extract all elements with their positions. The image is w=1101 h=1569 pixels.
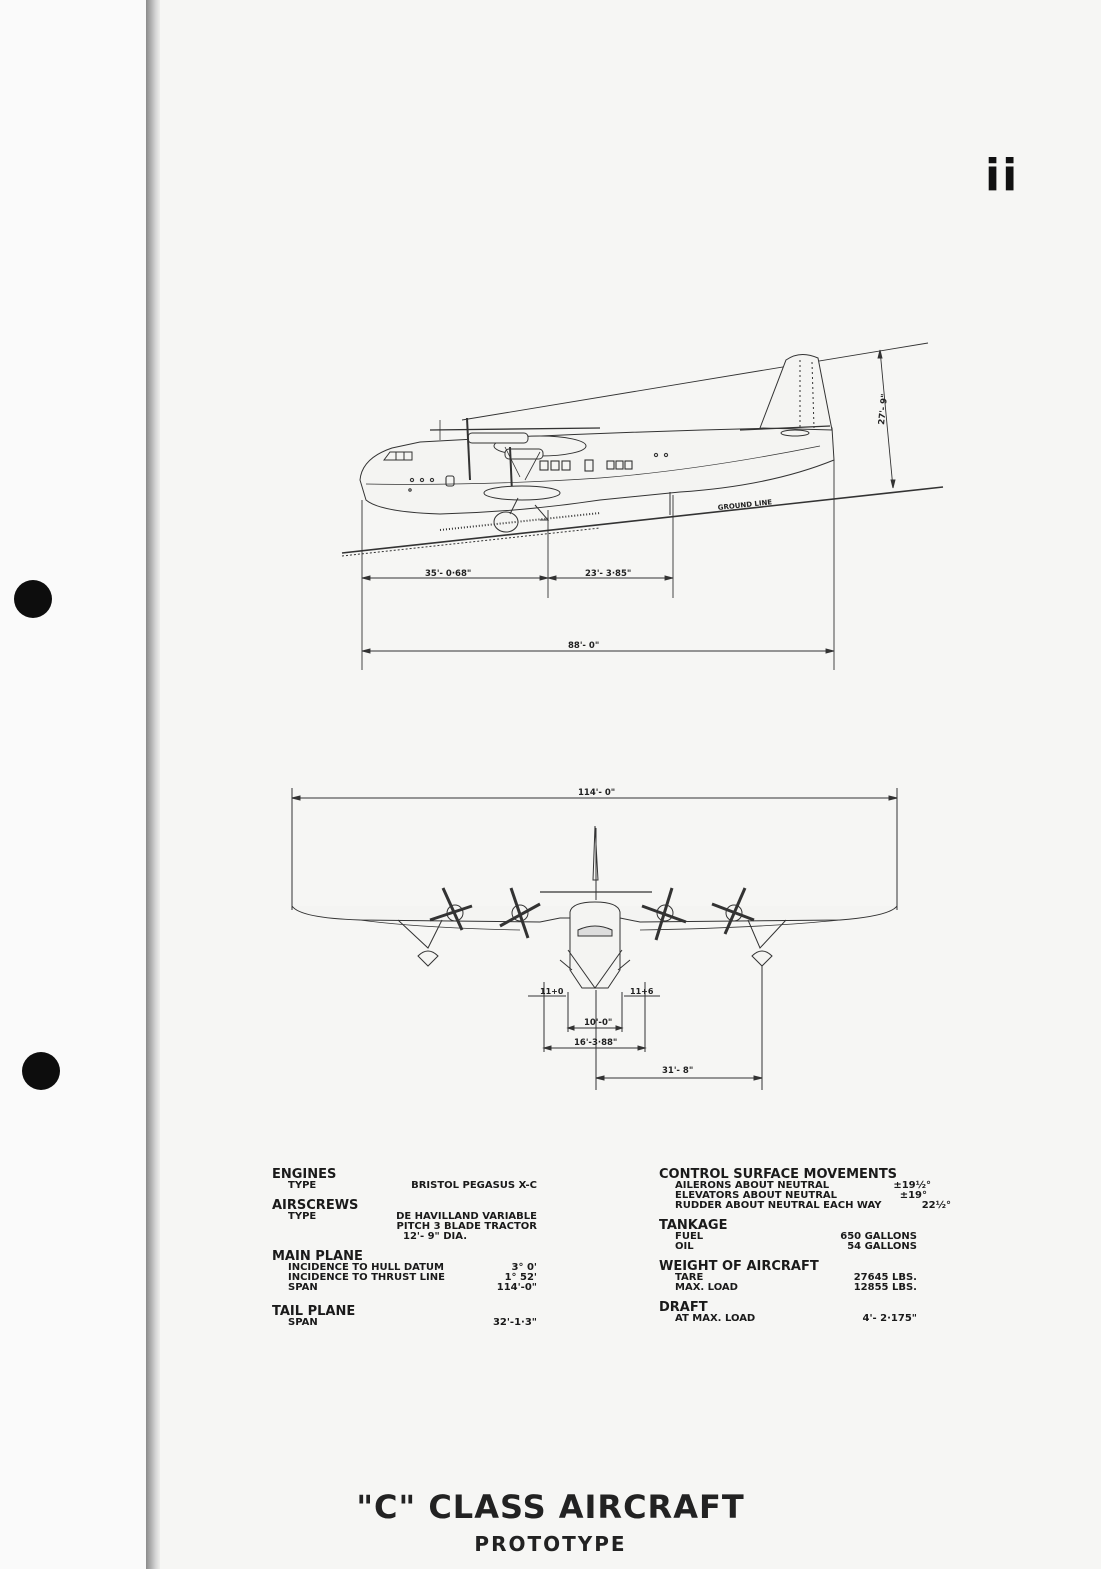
control-row: RUDDER ABOUT NEUTRAL EACH WAY 22½° — [675, 1200, 951, 1211]
main-plane-row: SPAN 114'-0" — [288, 1282, 537, 1293]
height-dimension: 27'- 9" — [877, 393, 891, 426]
airscrew-type-row: TYPE DE HAVILLAND VARIABLE — [288, 1211, 537, 1222]
weight-row: MAX. LOAD 12855 LBS. — [675, 1282, 917, 1293]
dimension-10ft: 10'-0" — [584, 1018, 613, 1028]
specifications-right — [659, 1160, 951, 1324]
airscrew-line-2: PITCH 3 BLADE TRACTOR — [396, 1221, 537, 1232]
wingspan-dimension: 114'- 0" — [578, 788, 616, 798]
float-right — [752, 951, 772, 966]
hull-front — [570, 902, 620, 988]
control-surface-heading: CONTROL SURFACE MOVEMENTS — [659, 1167, 898, 1182]
tankage-row: FUEL 650 GALLONS — [675, 1231, 917, 1242]
ground-line-label: GROUND LINE — [717, 498, 773, 512]
engines-heading: ENGINES — [272, 1167, 337, 1182]
main-plane-heading: MAIN PLANE — [272, 1249, 363, 1264]
main-plane-row: INCIDENCE TO THRUST LINE 1° 52' — [288, 1272, 537, 1283]
dimension-step-to-rear: 23'- 3·85" — [585, 569, 632, 579]
draft-mark-left: 11+0 — [540, 987, 564, 996]
draft-mark-right: 11+6 — [630, 987, 654, 996]
tail-plane-span-row: SPAN 32'-1·3" — [288, 1317, 537, 1328]
tail-fin — [760, 354, 832, 430]
height-reference-line — [462, 343, 928, 420]
tail-plane-heading: TAIL PLANE — [272, 1304, 356, 1319]
drawing-title: "C" CLASS AIRCRAFT — [356, 1488, 745, 1526]
page-number: ii — [985, 150, 1020, 201]
float-left — [418, 951, 438, 966]
engine-type-row: TYPE BRISTOL PEGASUS X-C — [288, 1180, 537, 1191]
airscrews-heading: AIRSCREWS — [272, 1198, 359, 1213]
main-plane-row: INCIDENCE TO HULL DATUM 3° 0' — [288, 1262, 537, 1273]
draft-row: AT MAX. LOAD 4'- 2·175" — [675, 1313, 917, 1324]
overall-length-dimension: 88'- 0" — [568, 641, 600, 651]
tankage-row: OIL 54 GALLONS — [675, 1241, 917, 1252]
side-elevation-drawing — [0, 0, 1101, 700]
control-row: AILERONS ABOUT NEUTRAL ±19½° — [675, 1180, 931, 1191]
weight-row: TARE 27645 LBS. — [675, 1272, 917, 1283]
drawing-subtitle: PROTOTYPE — [474, 1532, 627, 1556]
tankage-heading: TANKAGE — [659, 1218, 728, 1233]
airscrew-line-3: 12'- 9" DIA. — [402, 1231, 467, 1242]
specifications-left — [272, 1160, 537, 1328]
dimension-bow-to-step: 35'- 0·68" — [425, 569, 472, 579]
dimension-31ft: 31'- 8" — [662, 1066, 694, 1076]
weight-heading: WEIGHT OF AIRCRAFT — [659, 1259, 819, 1274]
control-row: ELEVATORS ABOUT NEUTRAL ±19° — [675, 1190, 927, 1201]
dimension-16ft: 16'-3·88" — [574, 1038, 618, 1048]
front-elevation-drawing — [0, 760, 1101, 1100]
draft-heading: DRAFT — [659, 1300, 708, 1315]
